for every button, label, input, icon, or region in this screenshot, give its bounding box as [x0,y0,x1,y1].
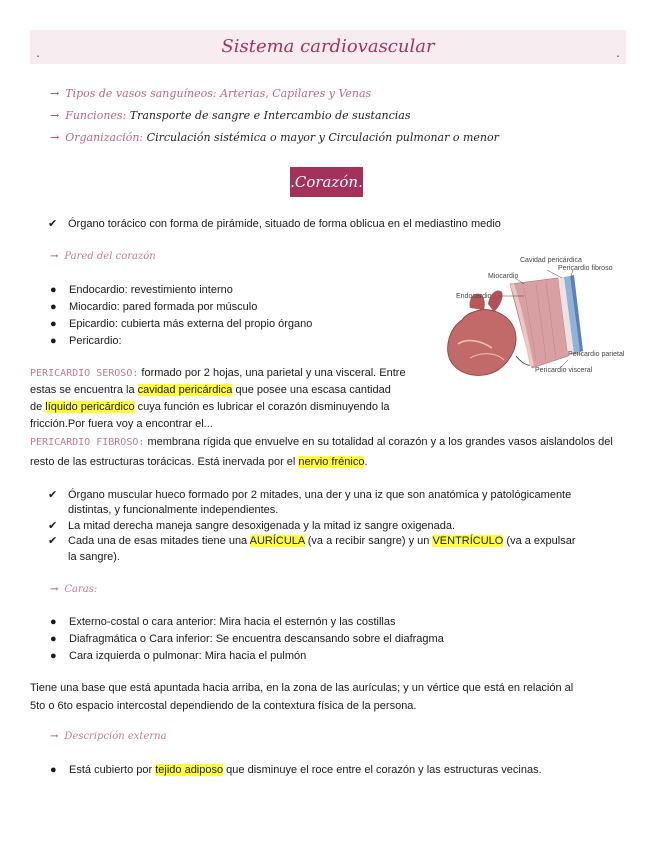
fibroso-paragraph: PERICARDIO FIBROSO: membrana rígida que envuelve en su totalidad al corazón y a los grandes vasos aislandolos del resto de las estructuras torácicas. Está inervada por el nervio frénico. [30,436,613,468]
list-item: ● Epicardio: cubierta más externa del propio órgano [50,316,430,333]
arrow-icon: → [50,731,59,742]
arrow-icon: → [50,131,60,144]
list-item: ● Endocardio: revestimiento interno [50,282,430,299]
list-item: ● Diafragmática o Cara inferior: Se encuentra descansando sobre el diafragma [50,631,610,648]
descripcion-list [50,762,620,779]
intro-line-organization: → Organización: Circulación sistémica o mayor y Circulación pulmonar o menor [50,131,499,144]
label-cavidad: Cavidad pericárdica [520,257,582,264]
label-pericardio-fibroso: Pericardio fibroso [558,265,613,272]
check-icon: ✔ [48,218,58,230]
bullet-icon: ● [50,633,57,645]
check-icon: ✔ [48,520,58,532]
base-paragraph: Tiene una base que está apuntada hacia arriba, en la zona de las aurículas; y un vértice que está en relación al 5to o 6to espacio intercostal dependiendo de la contextura física de la persona. [30,682,574,712]
pared-heading: → Pared del corazón [50,251,156,262]
list-item: ● Pericardio: [50,333,430,350]
arrow-icon: → [50,87,60,100]
section-title: .Corazón. [290,167,363,197]
bullet-icon: ● [50,764,57,776]
arrow-icon: → [50,251,59,262]
label-miocardio: Miocardio [488,273,519,280]
highlight-liquido: líquido pericárdico [45,401,135,413]
check-item: ✔ Órgano torácico con forma de pirámide, situado de forma oblicua en el mediastino medio [48,218,501,230]
heart-wall-diagram [440,248,640,380]
list-item: ● Externo-costal o cara anterior: Mira hacia el esternón y las costillas [50,614,610,631]
bullet-icon: ● [50,318,57,330]
header-dot-right: . [616,44,620,60]
check-item: ✔ Cada una de esas mitades tiene una AURÍCULA (va a recibir sangre) y un VENTRÍCULO (va a expulsar la sangre). [48,535,576,563]
header-dot-left: . [36,44,40,60]
arrow-icon: → [50,584,59,595]
check-item: ✔ La mitad derecha maneja sangre desoxigenada y la mitad iz sangre oxigenada. [48,520,456,532]
label-pericardio-visceral: Pericardio visceral [535,367,593,374]
highlight-ventriculo: VENTRÍCULO [432,535,504,547]
list-item: ● Miocardio: pared formada por músculo [50,299,430,316]
layers-list [50,282,430,350]
fibroso-label: PERICARDIO FIBROSO: [30,437,145,448]
check-icon: ✔ [48,489,58,501]
list-item: ● Está cubierto por tejido adiposo que disminuye el roce entre el corazón y las estructuras vecinas. [50,762,620,779]
highlight-cavidad: cavidad pericárdica [137,384,233,396]
intro-line-vessels: → Tipos de vasos sanguíneos: Arterias, Capilares y Venas [50,87,372,100]
label-endocardio: Endocardio [456,293,492,300]
check-icon: ✔ [48,535,58,547]
bullet-icon: ● [50,284,57,296]
bullet-icon: ● [50,335,57,347]
highlight-nervio: nervio frénico [298,456,365,468]
label-pericardio-parietal: Pericardio parietal [568,351,625,358]
check-item: ✔ Órgano muscular hueco formado por 2 mitades, una der y una iz que son anatómica y patológicamente distintas, y funcionalmente independientes. [48,489,572,516]
descripcion-heading: → Descripción externa [50,731,167,742]
caras-list [50,614,610,665]
page-title: Sistema cardiovascular [221,36,435,57]
intro-line-functions: → Funciones: Transporte de sangre e Intercambio de sustancias [50,109,411,122]
highlight-tejido: tejido adiposo [155,764,224,776]
bullet-icon: ● [50,650,57,662]
header-banner [30,30,626,64]
bullet-icon: ● [50,301,57,313]
seroso-label: PERICARDIO SEROSO: [30,368,139,379]
arrow-icon: → [50,109,60,122]
bullet-icon: ● [50,616,57,628]
seroso-paragraph: PERICARDIO SEROSO: formado por 2 hojas, una parietal y una visceral. Entre estas se encuentra la cavidad pericárdica que posee una escasa cantidad de líquido pericárdico cuya función es lubricar el corazón disminuyendo la fricción.Por fuera voy a encontrar el... [30,367,406,430]
caras-heading: → Caras: [50,584,98,595]
highlight-auricula: AURÍCULA [249,535,305,547]
list-item: ● Cara izquierda o pulmonar: Mira hacia el pulmón [50,648,610,665]
